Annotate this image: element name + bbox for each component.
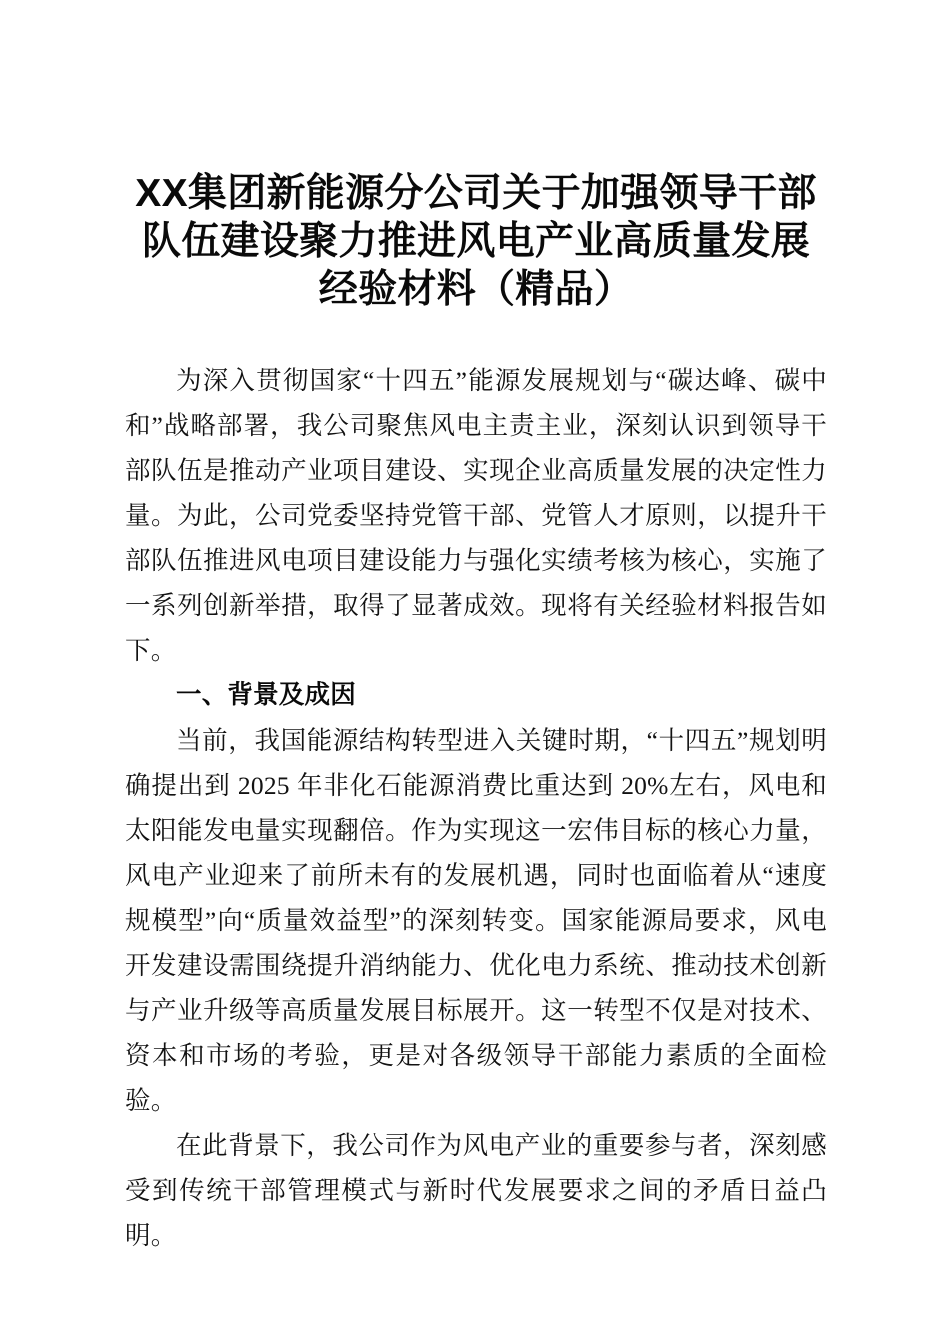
title-spacer <box>125 314 827 358</box>
page-title <box>125 0 827 314</box>
paragraph-background-2: 在此背景下，我公司作为风电产业的重要参与者，深刻感受到传统干部管理模式与新时代发展要求之间的矛盾日益凸明。 <box>125 1131 827 1250</box>
paragraph-preamble: 为深入贯彻国家“十四五”能源发展规划与“碳达峰、碳中和”战略部署，我公司聚焦风电主责主业，深刻认识到领导干部队伍是推动产业项目建设、实现企业高质量发展的决定性力量。为此，公司党委坚持党管干部、党管人才原则，以提升干部队伍推进风电项目建设能力与强化实绩考核为核心，实施了一系列创新举措，取得了显著成效。现将有关经验材料报告如下。 <box>125 366 827 665</box>
heading-section-one: 一、背景及成因 <box>176 681 356 709</box>
paragraph-background-1: 当前，我国能源结构转型进入关键时期，“十四五”规划明确提出到 2025 年非化石能源消费比重达到 20%左右，风电和太阳能发电量实现翻倍。作为实现这一宏伟目标的核心力量，风电产业迎来了前所未有的发展机遇，同时也面临着从“速度规模型”向“质量效益型”的深刻转变。国家能源局要求，风电开发建设需围绕提升消纳能力、优化电力系统、推动技术创新与产业升级等高质量发展目标展开。这一转型不仅是对技术、资本和市场的考验，更是对各级领导干部能力素质的全面检验。 <box>125 726 827 1115</box>
title-line-3: 展经验材料（精品） <box>318 220 811 311</box>
document-content-column <box>125 0 827 1258</box>
title-line-1: XX集团新能源分公司关于加强领导干 <box>135 172 778 215</box>
title-line-2: 部队伍建设聚力推进风电产业高质量发 <box>141 172 817 263</box>
